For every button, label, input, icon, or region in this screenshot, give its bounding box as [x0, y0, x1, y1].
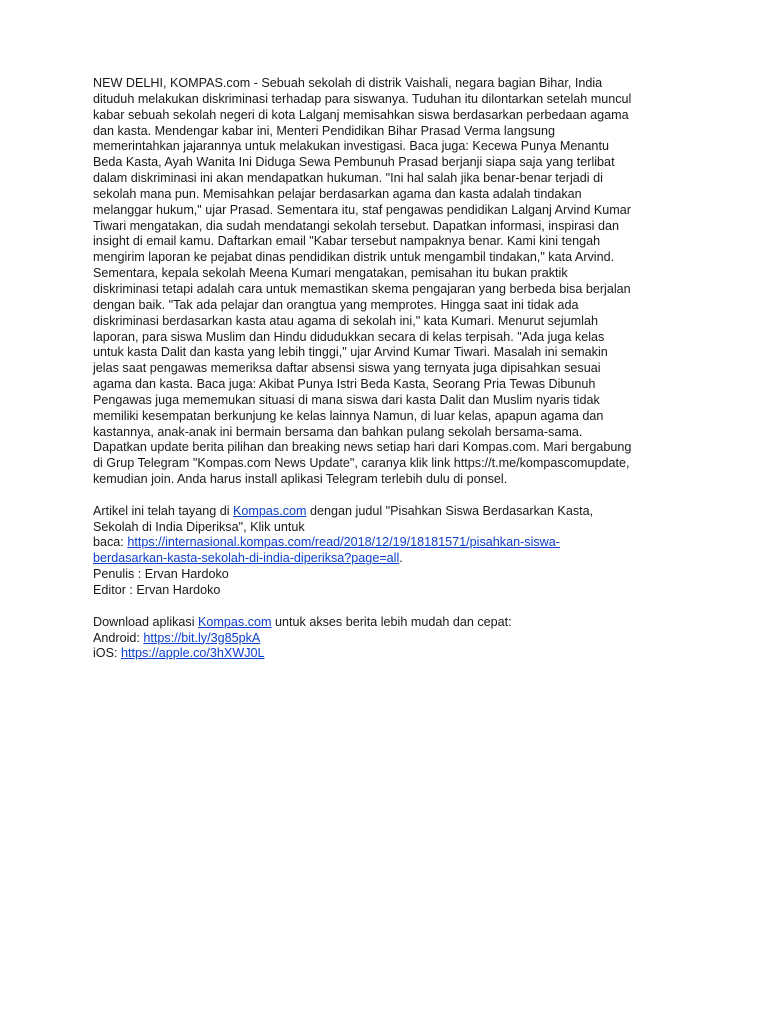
- download-block: [93, 615, 683, 663]
- ios-label: iOS:: [93, 646, 121, 661]
- document-page: [93, 76, 683, 662]
- article-url-link[interactable]: https://internasional.kompas.com/read/2018/12/19/18181571/pisahkan-siswa-: [127, 535, 560, 550]
- body-line: sekolah mana pun. Memisahkan pelajar berdasarkan agama dan kasta adalah tindakan: [93, 186, 582, 201]
- download-line: [93, 615, 683, 631]
- body-line: melanggar hukum," ujar Prasad. Sementara itu, staf pengawas pendidikan Lalganj Arvind Kumar: [93, 202, 631, 217]
- body-line: Sementara, kepala sekolah Meena Kumari mengatakan, pemisahan itu bukan praktik: [93, 266, 568, 281]
- read-url-line: [93, 535, 683, 551]
- ios-app-link[interactable]: https://apple.co/3hXWJ0L: [121, 646, 265, 661]
- body-line: kastannya, anak-anak ini bermain bersama dan bahkan pulang sekolah bersama-sama.: [93, 424, 583, 439]
- body-line: dengan baik. "Tak ada pelajar dan orangtua yang memprotes. Hingga saat ini tidak ada: [93, 297, 579, 312]
- writer-credit: Penulis : Ervan Hardoko: [93, 567, 229, 582]
- body-line: dituduh melakukan diskriminasi terhadap para siswanya. Tuduhan itu dilontarkan setelah muncul: [93, 91, 632, 106]
- attribution-title-part2: Sekolah di India Diperiksa", Klik untuk: [93, 519, 305, 534]
- body-line: Tiwari mengatakan, dia sudah mendatangi sekolah tersebut. Dapatkan informasi, inspirasi dan: [93, 218, 619, 233]
- kompas-app-link[interactable]: Kompas.com: [198, 614, 272, 629]
- body-line: mengirim laporan ke pejabat dinas pendidikan distrik untuk mengambil tindakan," kata Arvind.: [93, 250, 615, 265]
- body-line: Beda Kasta, Ayah Wanita Ini Diduga Sewa Pembunuh Prasad berjanji siapa saja yang terlibat: [93, 155, 615, 170]
- body-line: kabar sebuah sekolah negeri di kota Lalganj memisahkan siswa berdasarkan perbedaan agama: [93, 107, 629, 122]
- attribution-title-part1: dengan judul "Pisahkan Siswa Berdasarkan Kasta,: [306, 503, 594, 518]
- ios-line: [93, 646, 683, 662]
- kompas-site-link[interactable]: Kompas.com: [233, 503, 307, 518]
- url-suffix: .: [399, 551, 403, 566]
- body-line: memerintahkan jajarannya untuk melakukan investigasi. Baca juga: Kecewa Punya Menantu: [93, 139, 609, 154]
- body-line: laporan, para siswa Muslim dan Hindu didudukkan secara di kelas terpisah. "Ada juga kelas: [93, 329, 605, 344]
- read-label: baca:: [93, 535, 128, 550]
- body-line: di Grup Telegram "Kompas.com News Update", caranya klik link https://t.me/kompascomupdate,: [93, 456, 630, 471]
- attribution-block: [93, 504, 683, 599]
- android-line: [93, 631, 683, 647]
- body-line: Dapatkan update berita pilihan dan breaking news setiap hari dari Kompas.com. Mari bergabung: [93, 440, 632, 455]
- editor-credit: Editor : Ervan Hardoko: [93, 583, 221, 597]
- download-prefix: Download aplikasi: [93, 614, 199, 629]
- body-line: Pengawas juga mememukan situasi di mana siswa dari kasta Dalit dan Muslim nyaris tidak: [93, 392, 600, 407]
- body-line: memiliki kesempatan berkunjung ke kelas lainnya Namun, di luar kelas, apapun agama dan: [93, 408, 604, 423]
- body-line: NEW DELHI, KOMPAS.com - Sebuah sekolah di distrik Vaishali, negara bagian Bihar, India: [93, 76, 603, 90]
- body-line: dan kasta. Mendengar kabar ini, Menteri Pendidikan Bihar Prasad Verma langsung: [93, 123, 556, 138]
- android-app-link[interactable]: https://bit.ly/3g85pkA: [143, 630, 261, 645]
- body-line: jelas saat pengawas memeriksa daftar absensi siswa yang ternyata juga dipisahkan sesuai: [93, 361, 601, 376]
- body-line: diskriminasi berdasarkan kasta atau agama di sekolah ini," kata Kumari. Menurut sejumlah: [93, 313, 598, 328]
- attribution-prefix: Artikel ini telah tayang di: [93, 503, 234, 518]
- body-line: insight di email kamu. Daftarkan email "Kabar tersebut nampaknya benar. Kami kini tengah: [93, 234, 601, 249]
- body-line: kemudian join. Anda harus install aplikasi Telegram terlebih dulu di ponsel.: [93, 472, 508, 487]
- attribution-line: [93, 504, 683, 520]
- read-url-line-2: [93, 551, 683, 567]
- paragraph-gap: [93, 488, 683, 504]
- body-line: agama dan kasta. Baca juga: Akibat Punya Istri Beda Kasta, Seorang Pria Tewas Dibunuh: [93, 377, 596, 392]
- paragraph-gap: [93, 599, 683, 615]
- body-line: diskriminasi tetapi adalah cara untuk memastikan skema pengajaran yang berbeda bisa berjalan: [93, 281, 631, 296]
- body-line: dalam diskriminasi ini akan mendapatkan hukuman. "Ini hal salah jika benar-benar terjadi di: [93, 171, 603, 186]
- download-suffix: untuk akses berita lebih mudah dan cepat:: [271, 614, 512, 629]
- android-label: Android:: [93, 630, 144, 645]
- article-url-link-cont[interactable]: berdasarkan-kasta-sekolah-di-india-diperiksa?page=all: [93, 551, 400, 566]
- article-body: [93, 76, 683, 488]
- body-line: untuk kasta Dalit dan kasta yang lebih tinggi," ujar Arvind Kumar Tiwari. Masalah ini semakin: [93, 345, 608, 360]
